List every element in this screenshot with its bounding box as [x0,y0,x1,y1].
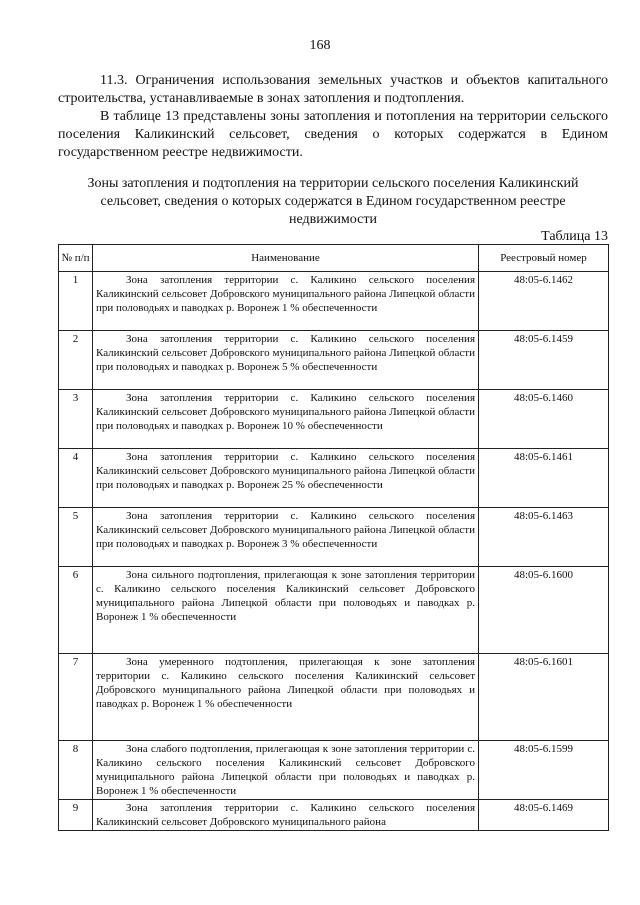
row-num: 4 [59,449,93,508]
table-row [59,654,609,741]
row-num: 3 [59,390,93,449]
row-registry: 48:05-6.1460 [479,390,609,449]
table-row [59,272,609,331]
row-num: 6 [59,567,93,654]
row-name: Зона затопления территории с. Каликино сельского поселения Каликинский сельсовет Добровского муниципального района Липецкой области при половодьях и паводках р. Воронеж 5 % обеспеченности [93,331,479,390]
row-registry: 48:05-6.1600 [479,567,609,654]
table-row [59,567,609,654]
row-name: Зона слабого подтопления, прилегающая к зоне затопления территории с. Каликино сельского поселения Каликинский сельсовет Добровского муниципального района Липецкой области при половодьях и паводках р. Воронеж 1 % обеспеченности [93,741,479,800]
page-number: 168 [309,38,331,53]
row-name: Зона сильного подтопления, прилегающая к зоне затопления территории с. Каликино сельского поселения Каликинский сельсовет Добровского муниципального района Липецкой области при половодьях и паводках р. Воронеж 1 % обеспеченности [93,567,479,654]
table-header-row [59,245,609,272]
zones-table [58,244,609,831]
table-row [59,800,609,831]
row-registry: 48:05-6.1601 [479,654,609,741]
row-num: 9 [59,800,93,831]
row-name: Зона затопления территории с. Каликино сельского поселения Каликинский сельсовет Добровского муниципального района Липецкой области при половодьях и паводках р. Воронеж 1 % обеспеченности [93,272,479,331]
row-name: Зона затопления территории с. Каликино сельского поселения Каликинский сельсовет Добровского муниципального района Липецкой области при половодьях и паводках р. Воронеж 25 % обеспеченности [93,449,479,508]
row-registry: 48:05-6.1459 [479,331,609,390]
section-paragraph-intro: В таблице 13 представлены зоны затопления и потопления на территории сельского поселения Каликинский сельсовет, сведения о которых содержатся в Едином государственном реестре недвижимости. [58,109,608,160]
row-num: 2 [59,331,93,390]
table-row [59,331,609,390]
row-registry: 48:05-6.1469 [479,800,609,831]
header-registry: Реестровый номер [479,245,609,272]
table-row [59,508,609,567]
row-registry: 48:05-6.1461 [479,449,609,508]
row-num: 7 [59,654,93,741]
row-name: Зона затопления территории с. Каликино сельского поселения Каликинский сельсовет Добровского муниципального района [93,800,479,831]
row-registry: 48:05-6.1462 [479,272,609,331]
row-name: Зона затопления территории с. Каликино сельского поселения Каликинский сельсовет Добровского муниципального района Липецкой области при половодьях и паводках р. Воронеж 10 % обеспеченности [93,390,479,449]
row-num: 8 [59,741,93,800]
row-registry: 48:05-6.1599 [479,741,609,800]
row-registry: 48:05-6.1463 [479,508,609,567]
table-row [59,390,609,449]
table-row [59,449,609,508]
header-name: Наименование [93,245,479,272]
row-name: Зона умеренного подтопления, прилегающая к зоне затопления территории с. Каликино сельского поселения Каликинский сельсовет Добровского муниципального района Липецкой области при половодьях и паводках р. Воронеж 1 % обеспеченности [93,654,479,741]
row-num: 5 [59,508,93,567]
row-name: Зона затопления территории с. Каликино сельского поселения Каликинский сельсовет Добровского муниципального района Липецкой области при половодьях и паводках р. Воронеж 3 % обеспеченности [93,508,479,567]
row-num: 1 [59,272,93,331]
table-title: Зоны затопления и подтопления на территории сельского поселения Каликинский сельсовет, сведения о которых содержатся в Едином государственном реестре недвижимости [87,176,579,227]
section-paragraph-heading: 11.3. Ограничения использования земельных участков и объектов капитального строительства, устанавливаемые в зонах затопления и подтопления. [58,73,608,106]
table-label: Таблица 13 [541,229,608,244]
table-row [59,741,609,800]
header-num: № п/п [59,245,93,272]
